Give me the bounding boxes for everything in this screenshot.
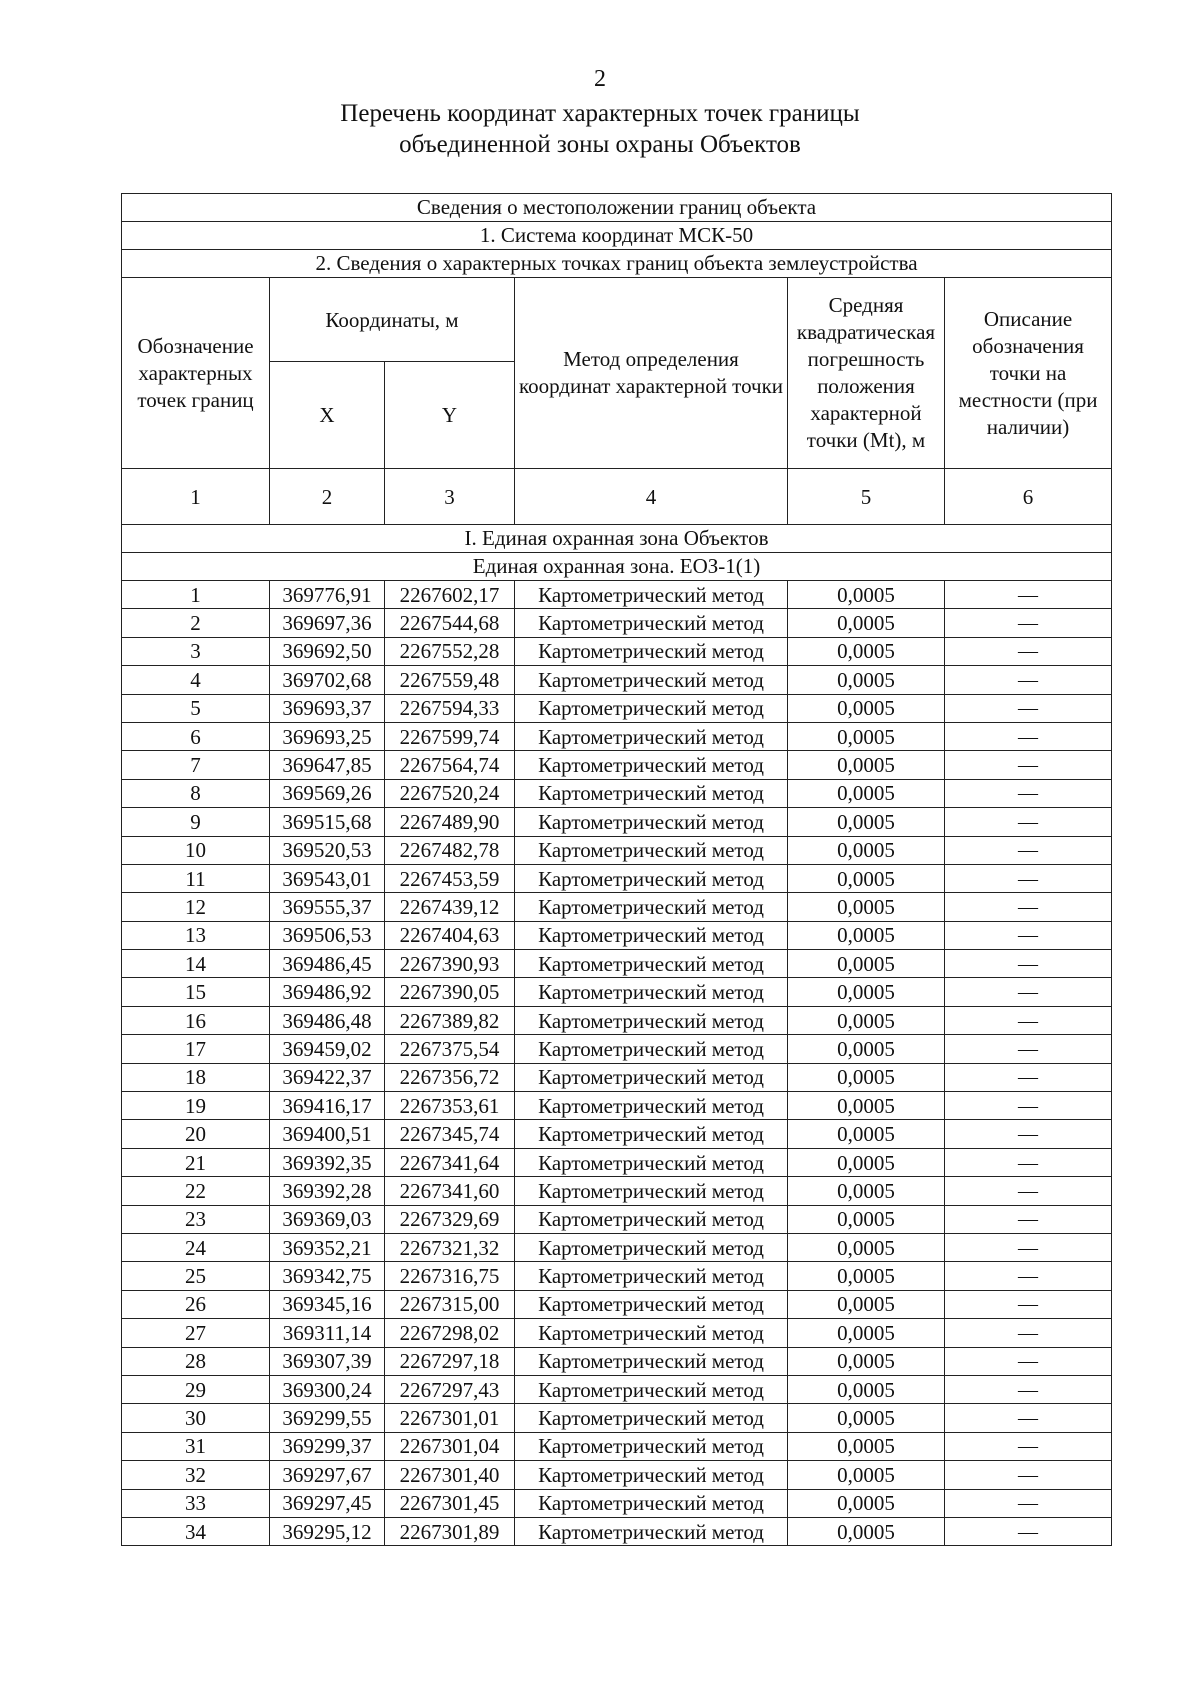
coord-x-cell: 369299,37 <box>270 1432 385 1460</box>
coord-x-cell: 369422,37 <box>270 1063 385 1091</box>
method-cell: Картометрический метод <box>515 1404 788 1432</box>
table-row <box>122 779 1112 807</box>
point-number-cell: 18 <box>122 1063 270 1091</box>
point-number-cell: 30 <box>122 1404 270 1432</box>
coord-x-cell: 369342,75 <box>270 1262 385 1290</box>
point-number-cell: 11 <box>122 864 270 892</box>
table-row <box>122 1063 1112 1091</box>
coord-y-cell: 2267404,63 <box>385 921 515 949</box>
mt-error-cell: 0,0005 <box>788 1461 945 1489</box>
point-number-cell: 5 <box>122 694 270 722</box>
description-cell: — <box>945 1375 1112 1403</box>
coord-y-cell: 2267564,74 <box>385 751 515 779</box>
method-cell: Картометрический метод <box>515 609 788 637</box>
method-cell: Картометрический метод <box>515 1375 788 1403</box>
mt-error-cell: 0,0005 <box>788 1375 945 1403</box>
header-coordinate-system: 1. Система координат МСК-50 <box>122 222 1112 250</box>
coord-x-cell: 369392,35 <box>270 1148 385 1176</box>
mt-error-cell: 0,0005 <box>788 1006 945 1034</box>
coord-x-cell: 369555,37 <box>270 893 385 921</box>
method-cell: Картометрический метод <box>515 893 788 921</box>
point-number-cell: 8 <box>122 779 270 807</box>
coord-y-cell: 2267341,64 <box>385 1148 515 1176</box>
table-row <box>122 1461 1112 1489</box>
table-row <box>122 864 1112 892</box>
coord-x-cell: 369486,45 <box>270 950 385 978</box>
coord-y-cell: 2267341,60 <box>385 1177 515 1205</box>
coord-x-cell: 369459,02 <box>270 1035 385 1063</box>
method-cell: Картометрический метод <box>515 694 788 722</box>
description-cell: — <box>945 1404 1112 1432</box>
point-number-cell: 4 <box>122 666 270 694</box>
mt-error-cell: 0,0005 <box>788 921 945 949</box>
col-description-header: Описание обозначения точки на местности (при наличии) <box>945 278 1112 469</box>
coord-x-cell: 369307,39 <box>270 1347 385 1375</box>
coord-y-cell: 2267482,78 <box>385 836 515 864</box>
mt-error-cell: 0,0005 <box>788 1404 945 1432</box>
coord-y-cell: 2267301,40 <box>385 1461 515 1489</box>
coord-y-cell: 2267453,59 <box>385 864 515 892</box>
method-cell: Картометрический метод <box>515 1461 788 1489</box>
method-cell: Картометрический метод <box>515 1205 788 1233</box>
coord-y-cell: 2267489,90 <box>385 808 515 836</box>
mt-error-cell: 0,0005 <box>788 609 945 637</box>
method-cell: Картометрический метод <box>515 1489 788 1517</box>
description-cell: — <box>945 1092 1112 1120</box>
col-error-header: Средняя квадратическая погрешность положения характерной точки (Mt), м <box>788 278 945 469</box>
page-number: 2 <box>594 66 606 92</box>
coord-x-cell: 369647,85 <box>270 751 385 779</box>
point-number-cell: 19 <box>122 1092 270 1120</box>
table-row <box>122 1120 1112 1148</box>
table-row <box>122 1148 1112 1176</box>
col-number: 3 <box>385 469 515 525</box>
coordinates-table <box>121 193 1112 1546</box>
table-row <box>122 1035 1112 1063</box>
table-row <box>122 581 1112 609</box>
method-cell: Картометрический метод <box>515 864 788 892</box>
mt-error-cell: 0,0005 <box>788 751 945 779</box>
mt-error-cell: 0,0005 <box>788 1177 945 1205</box>
table-row <box>122 609 1112 637</box>
coord-x-cell: 369569,26 <box>270 779 385 807</box>
table-row <box>122 1347 1112 1375</box>
mt-error-cell: 0,0005 <box>788 1517 945 1545</box>
mt-error-cell: 0,0005 <box>788 1148 945 1176</box>
title-line-2: объединенной зоны охраны Объектов <box>399 131 801 158</box>
table-row <box>122 921 1112 949</box>
col-number: 4 <box>515 469 788 525</box>
mt-error-cell: 0,0005 <box>788 950 945 978</box>
method-cell: Картометрический метод <box>515 581 788 609</box>
mt-error-cell: 0,0005 <box>788 581 945 609</box>
coord-y-cell: 2267301,45 <box>385 1489 515 1517</box>
table-row <box>122 1205 1112 1233</box>
method-cell: Картометрический метод <box>515 1290 788 1318</box>
mt-error-cell: 0,0005 <box>788 722 945 750</box>
coord-y-cell: 2267544,68 <box>385 609 515 637</box>
point-number-cell: 28 <box>122 1347 270 1375</box>
coord-y-cell: 2267439,12 <box>385 893 515 921</box>
description-cell: — <box>945 1347 1112 1375</box>
method-cell: Картометрический метод <box>515 1233 788 1261</box>
subsection-title: Единая охранная зона. ЕОЗ-1(1) <box>122 553 1112 581</box>
point-number-cell: 15 <box>122 978 270 1006</box>
description-cell: — <box>945 1319 1112 1347</box>
table-row <box>122 836 1112 864</box>
coord-y-cell: 2267552,28 <box>385 637 515 665</box>
coord-x-cell: 369297,45 <box>270 1489 385 1517</box>
table-row <box>122 1375 1112 1403</box>
coord-x-cell: 369506,53 <box>270 921 385 949</box>
description-cell: — <box>945 1063 1112 1091</box>
point-number-cell: 25 <box>122 1262 270 1290</box>
description-cell: — <box>945 666 1112 694</box>
coord-x-cell: 369693,25 <box>270 722 385 750</box>
method-cell: Картометрический метод <box>515 1120 788 1148</box>
coord-y-cell: 2267301,04 <box>385 1432 515 1460</box>
description-cell: — <box>945 836 1112 864</box>
coord-x-cell: 369486,92 <box>270 978 385 1006</box>
table-row <box>122 1404 1112 1432</box>
coord-x-cell: 369520,53 <box>270 836 385 864</box>
coord-x-cell: 369486,48 <box>270 1006 385 1034</box>
point-number-cell: 12 <box>122 893 270 921</box>
method-cell: Картометрический метод <box>515 722 788 750</box>
mt-error-cell: 0,0005 <box>788 1035 945 1063</box>
description-cell: — <box>945 1461 1112 1489</box>
method-cell: Картометрический метод <box>515 1432 788 1460</box>
point-number-cell: 26 <box>122 1290 270 1318</box>
table-row <box>122 1290 1112 1318</box>
point-number-cell: 1 <box>122 581 270 609</box>
method-cell: Картометрический метод <box>515 1035 788 1063</box>
coord-x-cell: 369369,03 <box>270 1205 385 1233</box>
point-number-cell: 20 <box>122 1120 270 1148</box>
table-row <box>122 722 1112 750</box>
header-main: Сведения о местоположении границ объекта <box>122 194 1112 222</box>
table-row <box>122 751 1112 779</box>
method-cell: Картометрический метод <box>515 1177 788 1205</box>
coord-y-cell: 2267389,82 <box>385 1006 515 1034</box>
coord-y-cell: 2267297,18 <box>385 1347 515 1375</box>
mt-error-cell: 0,0005 <box>788 779 945 807</box>
method-cell: Картометрический метод <box>515 666 788 694</box>
col-number: 1 <box>122 469 270 525</box>
coord-y-cell: 2267602,17 <box>385 581 515 609</box>
coord-x-cell: 369352,21 <box>270 1233 385 1261</box>
coord-x-cell: 369392,28 <box>270 1177 385 1205</box>
table-row <box>122 1177 1112 1205</box>
method-cell: Картометрический метод <box>515 808 788 836</box>
col-number: 5 <box>788 469 945 525</box>
header-points: 2. Сведения о характерных точках границ объекта землеустройства <box>122 250 1112 278</box>
description-cell: — <box>945 1148 1112 1176</box>
description-cell: — <box>945 1262 1112 1290</box>
point-number-cell: 22 <box>122 1177 270 1205</box>
mt-error-cell: 0,0005 <box>788 1489 945 1517</box>
mt-error-cell: 0,0005 <box>788 1120 945 1148</box>
description-cell: — <box>945 1006 1112 1034</box>
title-line-1: Перечень координат характерных точек границы <box>340 100 860 127</box>
mt-error-cell: 0,0005 <box>788 978 945 1006</box>
col-number: 6 <box>945 469 1112 525</box>
coord-y-cell: 2267301,89 <box>385 1517 515 1545</box>
description-cell: — <box>945 751 1112 779</box>
coord-y-cell: 2267345,74 <box>385 1120 515 1148</box>
description-cell: — <box>945 1233 1112 1261</box>
col-y-header: Y <box>385 362 515 469</box>
coord-x-cell: 369543,01 <box>270 864 385 892</box>
table-row <box>122 1432 1112 1460</box>
table-row <box>122 1262 1112 1290</box>
mt-error-cell: 0,0005 <box>788 1290 945 1318</box>
col-x-header: X <box>270 362 385 469</box>
method-cell: Картометрический метод <box>515 1148 788 1176</box>
description-cell: — <box>945 779 1112 807</box>
coord-y-cell: 2267390,05 <box>385 978 515 1006</box>
method-cell: Картометрический метод <box>515 921 788 949</box>
mt-error-cell: 0,0005 <box>788 836 945 864</box>
coord-x-cell: 369776,91 <box>270 581 385 609</box>
coord-x-cell: 369297,67 <box>270 1461 385 1489</box>
point-number-cell: 6 <box>122 722 270 750</box>
coord-y-cell: 2267520,24 <box>385 779 515 807</box>
method-cell: Картометрический метод <box>515 950 788 978</box>
page-title <box>0 98 1200 160</box>
description-cell: — <box>945 893 1112 921</box>
description-cell: — <box>945 950 1112 978</box>
mt-error-cell: 0,0005 <box>788 637 945 665</box>
description-cell: — <box>945 864 1112 892</box>
mt-error-cell: 0,0005 <box>788 1205 945 1233</box>
coord-x-cell: 369702,68 <box>270 666 385 694</box>
point-number-cell: 29 <box>122 1375 270 1403</box>
col-method-header: Метод определения координат характерной точки <box>515 278 788 469</box>
description-cell: — <box>945 694 1112 722</box>
point-number-cell: 2 <box>122 609 270 637</box>
mt-error-cell: 0,0005 <box>788 666 945 694</box>
method-cell: Картометрический метод <box>515 637 788 665</box>
description-cell: — <box>945 1432 1112 1460</box>
point-number-cell: 3 <box>122 637 270 665</box>
description-cell: — <box>945 1120 1112 1148</box>
table-row <box>122 1092 1112 1120</box>
coord-x-cell: 369693,37 <box>270 694 385 722</box>
point-number-cell: 23 <box>122 1205 270 1233</box>
method-cell: Картометрический метод <box>515 1006 788 1034</box>
method-cell: Картометрический метод <box>515 1319 788 1347</box>
point-number-cell: 7 <box>122 751 270 779</box>
point-number-cell: 24 <box>122 1233 270 1261</box>
description-cell: — <box>945 581 1112 609</box>
table-row <box>122 893 1112 921</box>
point-number-cell: 31 <box>122 1432 270 1460</box>
mt-error-cell: 0,0005 <box>788 1262 945 1290</box>
method-cell: Картометрический метод <box>515 1347 788 1375</box>
point-number-cell: 13 <box>122 921 270 949</box>
table-row <box>122 666 1112 694</box>
description-cell: — <box>945 722 1112 750</box>
table-row <box>122 1233 1112 1261</box>
coord-x-cell: 369692,50 <box>270 637 385 665</box>
mt-error-cell: 0,0005 <box>788 1347 945 1375</box>
coord-y-cell: 2267329,69 <box>385 1205 515 1233</box>
description-cell: — <box>945 1205 1112 1233</box>
method-cell: Картометрический метод <box>515 779 788 807</box>
table-row <box>122 1489 1112 1517</box>
table-row <box>122 1319 1112 1347</box>
method-cell: Картометрический метод <box>515 1517 788 1545</box>
col-coordinates-header: Координаты, м <box>270 278 515 362</box>
method-cell: Картометрический метод <box>515 978 788 1006</box>
method-cell: Картометрический метод <box>515 1262 788 1290</box>
point-number-cell: 16 <box>122 1006 270 1034</box>
table-row <box>122 694 1112 722</box>
col-designation-header: Обозначение характерных точек границ <box>122 278 270 469</box>
table-row <box>122 978 1112 1006</box>
mt-error-cell: 0,0005 <box>788 694 945 722</box>
coord-x-cell: 369400,51 <box>270 1120 385 1148</box>
description-cell: — <box>945 609 1112 637</box>
coord-x-cell: 369300,24 <box>270 1375 385 1403</box>
description-cell: — <box>945 1517 1112 1545</box>
mt-error-cell: 0,0005 <box>788 1063 945 1091</box>
coord-y-cell: 2267559,48 <box>385 666 515 694</box>
description-cell: — <box>945 1489 1112 1517</box>
coord-y-cell: 2267315,00 <box>385 1290 515 1318</box>
coord-y-cell: 2267316,75 <box>385 1262 515 1290</box>
description-cell: — <box>945 1177 1112 1205</box>
coord-x-cell: 369311,14 <box>270 1319 385 1347</box>
description-cell: — <box>945 921 1112 949</box>
table-row <box>122 808 1112 836</box>
method-cell: Картометрический метод <box>515 1063 788 1091</box>
description-cell: — <box>945 978 1112 1006</box>
coord-y-cell: 2267356,72 <box>385 1063 515 1091</box>
point-number-cell: 34 <box>122 1517 270 1545</box>
table-row <box>122 1006 1112 1034</box>
point-number-cell: 14 <box>122 950 270 978</box>
table-row <box>122 637 1112 665</box>
coord-y-cell: 2267390,93 <box>385 950 515 978</box>
coord-x-cell: 369515,68 <box>270 808 385 836</box>
table-row <box>122 950 1112 978</box>
point-number-cell: 17 <box>122 1035 270 1063</box>
col-number: 2 <box>270 469 385 525</box>
point-number-cell: 32 <box>122 1461 270 1489</box>
description-cell: — <box>945 1035 1112 1063</box>
point-number-cell: 27 <box>122 1319 270 1347</box>
point-number-cell: 10 <box>122 836 270 864</box>
coord-x-cell: 369299,55 <box>270 1404 385 1432</box>
mt-error-cell: 0,0005 <box>788 1432 945 1460</box>
mt-error-cell: 0,0005 <box>788 808 945 836</box>
mt-error-cell: 0,0005 <box>788 893 945 921</box>
coord-x-cell: 369295,12 <box>270 1517 385 1545</box>
mt-error-cell: 0,0005 <box>788 1233 945 1261</box>
description-cell: — <box>945 1290 1112 1318</box>
table-row <box>122 1517 1112 1545</box>
coord-y-cell: 2267298,02 <box>385 1319 515 1347</box>
mt-error-cell: 0,0005 <box>788 1319 945 1347</box>
point-number-cell: 9 <box>122 808 270 836</box>
coord-x-cell: 369345,16 <box>270 1290 385 1318</box>
coord-y-cell: 2267594,33 <box>385 694 515 722</box>
coord-y-cell: 2267321,32 <box>385 1233 515 1261</box>
description-cell: — <box>945 637 1112 665</box>
method-cell: Картометрический метод <box>515 1092 788 1120</box>
coord-x-cell: 369697,36 <box>270 609 385 637</box>
coord-y-cell: 2267301,01 <box>385 1404 515 1432</box>
section-title: I. Единая охранная зона Объектов <box>122 525 1112 553</box>
coord-y-cell: 2267599,74 <box>385 722 515 750</box>
point-number-cell: 21 <box>122 1148 270 1176</box>
mt-error-cell: 0,0005 <box>788 1092 945 1120</box>
mt-error-cell: 0,0005 <box>788 864 945 892</box>
coord-y-cell: 2267375,54 <box>385 1035 515 1063</box>
point-number-cell: 33 <box>122 1489 270 1517</box>
coord-y-cell: 2267297,43 <box>385 1375 515 1403</box>
method-cell: Картометрический метод <box>515 751 788 779</box>
coord-y-cell: 2267353,61 <box>385 1092 515 1120</box>
coord-x-cell: 369416,17 <box>270 1092 385 1120</box>
method-cell: Картометрический метод <box>515 836 788 864</box>
description-cell: — <box>945 808 1112 836</box>
